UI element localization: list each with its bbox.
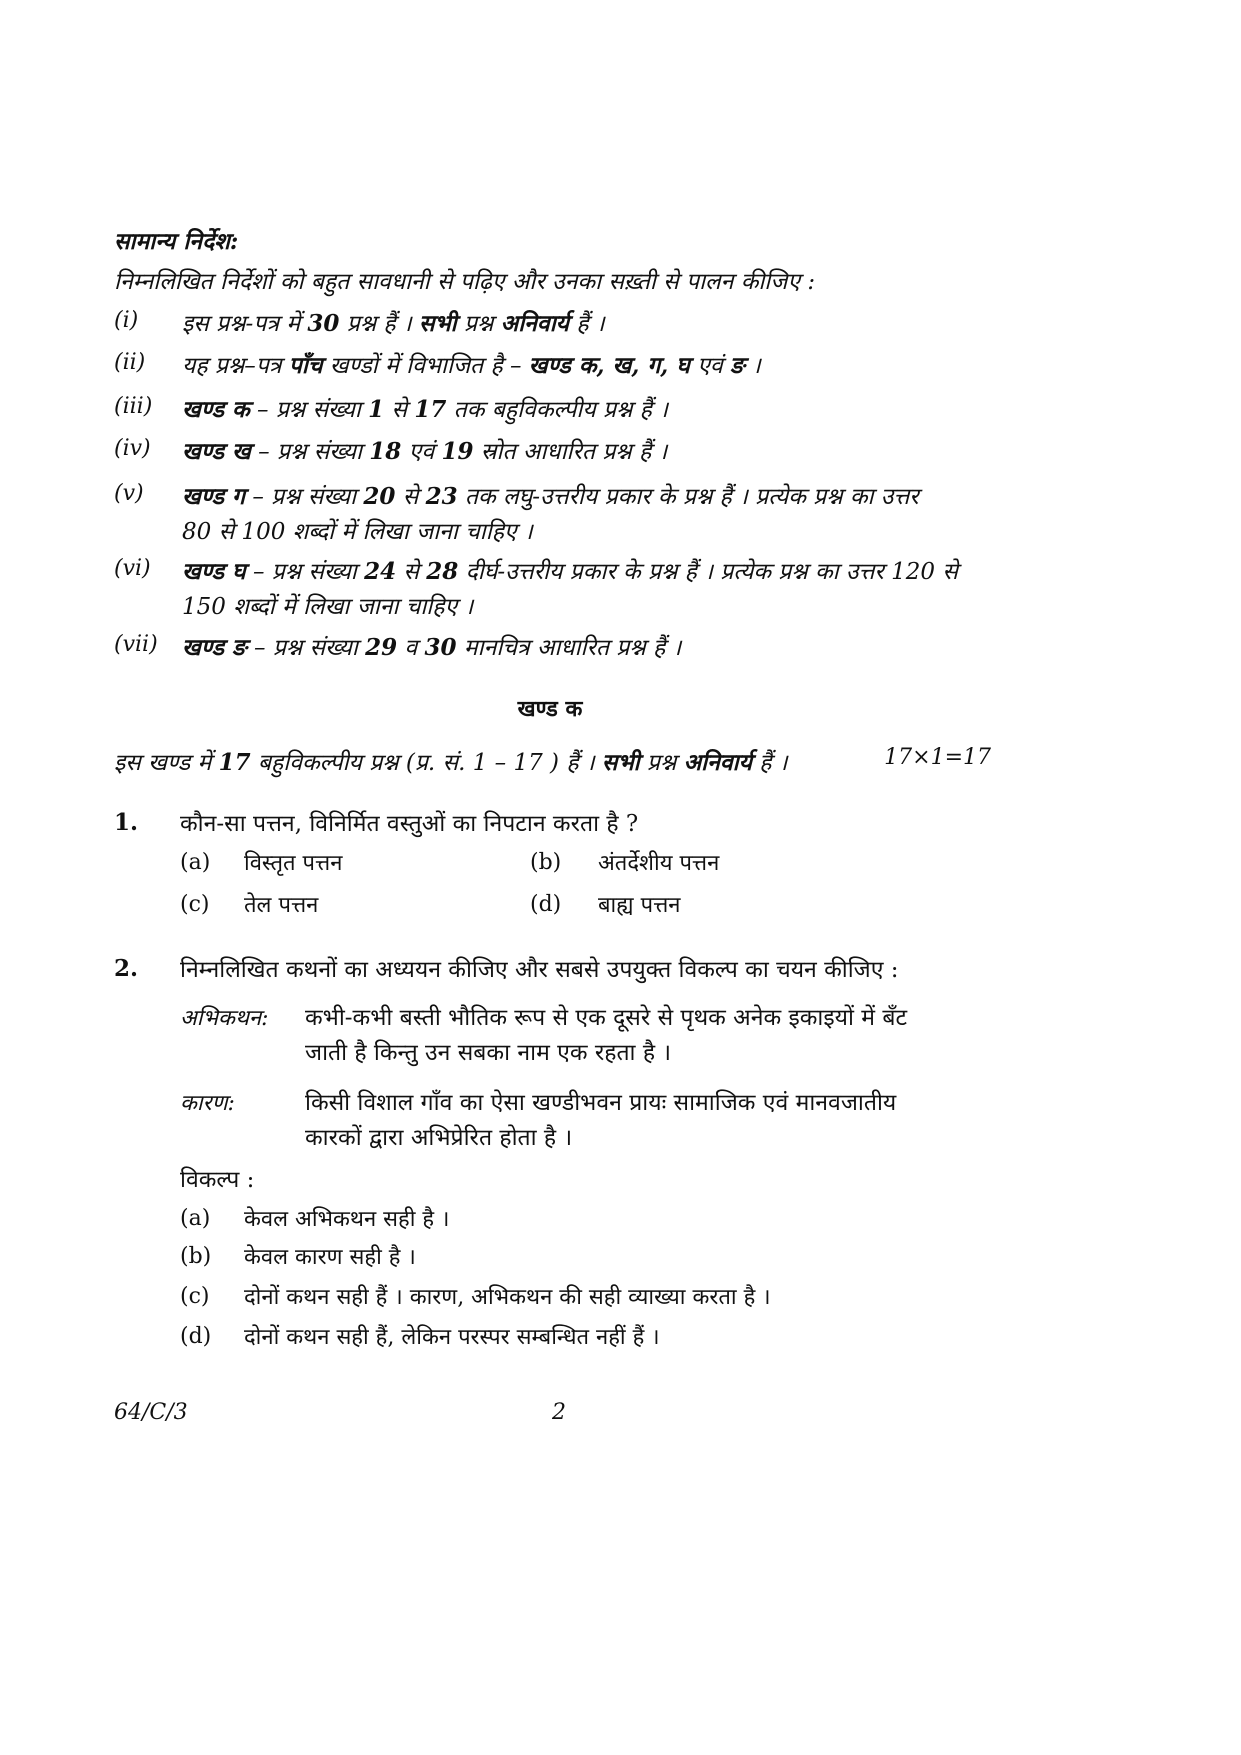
text-run: प्रश्न: [456, 311, 501, 337]
options-heading: विकल्प :: [180, 1167, 255, 1193]
instruction-number: (i): [114, 308, 139, 333]
option-text: केवल अभिकथन सही है ।: [244, 1207, 450, 1232]
text-run: इस प्रश्न-पत्र में: [182, 311, 308, 337]
text-run: – प्रश्न संख्या: [250, 439, 370, 465]
emphasis-text: 18: [369, 438, 402, 465]
text-run: – प्रश्न संख्या: [245, 559, 365, 585]
emphasis-text: 17: [414, 396, 447, 423]
text-run: – प्रश्न संख्या: [246, 635, 366, 661]
option-label: (d): [530, 892, 562, 917]
page-number: 2: [552, 1400, 566, 1425]
option-text: बाह्य पत्तन: [598, 893, 681, 918]
instruction-item: [182, 479, 919, 511]
instruction-item-continuation: 150 शब्दों में लिखा जाना चाहिए ।: [182, 594, 474, 620]
assertion-label: अभिकथन:: [180, 1006, 269, 1031]
option-text: विस्तृत पत्तन: [244, 851, 343, 876]
emphasis-text: 17: [218, 749, 251, 776]
option-text: तेल पत्तन: [244, 893, 319, 918]
text-run: से: [384, 397, 415, 423]
emphasis-text: 19: [441, 438, 474, 465]
text-run: यह प्रश्न–पत्र: [182, 353, 289, 379]
emphasis-text: सभी: [418, 310, 457, 337]
emphasis-text: अनिवार्य: [500, 310, 570, 337]
question-text: निम्नलिखित कथनों का अध्ययन कीजिए और सबसे उपयुक्त विकल्प का चयन कीजिए :: [180, 957, 899, 983]
instruction-item: [182, 392, 668, 424]
paper-code: 64/C/3: [114, 1400, 188, 1425]
text-run: दीर्घ-उत्तरीय प्रकार के प्रश्न हैं । प्रत्येक प्रश्न का उत्तर 120 से: [458, 559, 958, 585]
text-run: प्रश्न हैं ।: [339, 311, 419, 337]
option-label: (a): [180, 1206, 211, 1231]
question-text: कौन-सा पत्तन, विनिर्मित वस्तुओं का निपटान करता है ?: [180, 811, 639, 837]
emphasis-text: सभी: [601, 749, 640, 776]
emphasis-text: अनिवार्य: [683, 749, 752, 776]
option-label: (a): [180, 850, 211, 875]
text-run: व: [397, 635, 425, 661]
option-label: (c): [180, 1284, 210, 1309]
emphasis-text: 1: [368, 396, 385, 423]
general-instructions-intro: निम्नलिखित निर्देशों को बहुत सावधानी से पढ़िए और उनका सख़्ती से पालन कीजिए :: [114, 269, 816, 295]
text-run: ।: [744, 353, 761, 379]
emphasis-text: 28: [426, 558, 459, 585]
text-run: हैं ।: [751, 750, 788, 776]
instruction-item: [182, 306, 605, 338]
emphasis-text: खण्ड क: [182, 396, 250, 423]
emphasis-text: 23: [425, 483, 458, 510]
text-run: खण्डों में विभाजित है –: [322, 353, 529, 379]
reason-text: कारकों द्वारा अभिप्रेरित होता है ।: [305, 1125, 573, 1151]
option-text: केवल कारण सही है ।: [244, 1245, 416, 1270]
reason-label: कारण:: [180, 1091, 235, 1116]
text-run: एवं: [689, 353, 731, 379]
emphasis-text: पाँच: [288, 352, 323, 379]
text-run: से: [395, 484, 426, 510]
instruction-item: [182, 630, 681, 662]
assertion-text: जाती है किन्तु उन सबका नाम एक रहता है ।: [305, 1040, 672, 1066]
text-run: स्रोत आधारित प्रश्न हैं ।: [473, 439, 668, 465]
option-label: (b): [530, 850, 562, 875]
emphasis-text: ङ: [730, 352, 745, 379]
instruction-number: (ii): [114, 350, 146, 375]
instruction-number: (vii): [114, 632, 158, 657]
instruction-item-continuation: 80 से 100 शब्दों में लिखा जाना चाहिए ।: [182, 519, 533, 545]
instruction-number: (iii): [114, 394, 153, 419]
text-run: तक बहुविकल्पीय प्रश्न हैं ।: [446, 397, 668, 423]
emphasis-text: 30: [307, 310, 340, 337]
text-run: हैं ।: [569, 311, 605, 337]
reason-text: किसी विशाल गाँव का ऐसा खण्डीभवन प्रायः सामाजिक एवं मानवजातीय: [305, 1090, 897, 1116]
instruction-number: (v): [114, 481, 144, 506]
option-text: दोनों कथन सही हैं, लेकिन परस्पर सम्बन्धित नहीं हैं ।: [244, 1325, 660, 1350]
instruction-item: [182, 554, 958, 586]
instruction-item: [182, 348, 761, 380]
option-label: (d): [180, 1324, 212, 1349]
text-run: प्रश्न: [639, 750, 684, 776]
option-label: (c): [180, 892, 210, 917]
text-run: बहुविकल्पीय प्रश्न (प्र. सं. 1 – 17 ) हैं ।: [250, 750, 602, 776]
emphasis-text: 20: [363, 483, 396, 510]
emphasis-text: खण्ड घ: [182, 558, 246, 585]
section-a-title: खण्ड क: [517, 696, 583, 722]
text-run: से: [396, 559, 427, 585]
emphasis-text: खण्ड क, ख, ग, घ: [528, 352, 690, 379]
question-number: 1.: [114, 809, 139, 836]
text-run: – प्रश्न संख्या: [249, 397, 369, 423]
emphasis-text: खण्ड ग: [182, 483, 246, 510]
question-number: 2.: [114, 955, 139, 982]
text-run: इस खण्ड में: [114, 750, 219, 776]
section-a-intro: [114, 745, 788, 777]
assertion-text: कभी-कभी बस्ती भौतिक रूप से एक दूसरे से पृथक अनेक इकाइयों में बँट: [305, 1005, 908, 1031]
emphasis-text: खण्ड ख: [182, 438, 251, 465]
text-run: – प्रश्न संख्या: [245, 484, 364, 510]
section-a-marks: 17×1=17: [884, 745, 991, 770]
instruction-number: (iv): [114, 436, 151, 461]
emphasis-text: 29: [365, 634, 398, 661]
option-text: दोनों कथन सही हैं । कारण, अभिकथन की सही व्याख्या करता है ।: [244, 1285, 771, 1310]
emphasis-text: 24: [364, 558, 397, 585]
instruction-item: [182, 434, 667, 466]
emphasis-text: 30: [424, 634, 457, 661]
general-instructions-heading: सामान्य निर्देश:: [114, 228, 239, 255]
instruction-number: (vi): [114, 556, 151, 581]
option-label: (b): [180, 1244, 212, 1269]
text-run: मानचित्र आधारित प्रश्न हैं ।: [456, 635, 682, 661]
text-run: तक लघु-उत्तरीय प्रकार के प्रश्न हैं । प्रत्येक प्रश्न का उत्तर: [457, 484, 919, 510]
emphasis-text: खण्ड ङ: [182, 634, 247, 661]
text-run: एवं: [401, 439, 442, 465]
option-text: अंतर्देशीय पत्तन: [598, 851, 720, 876]
